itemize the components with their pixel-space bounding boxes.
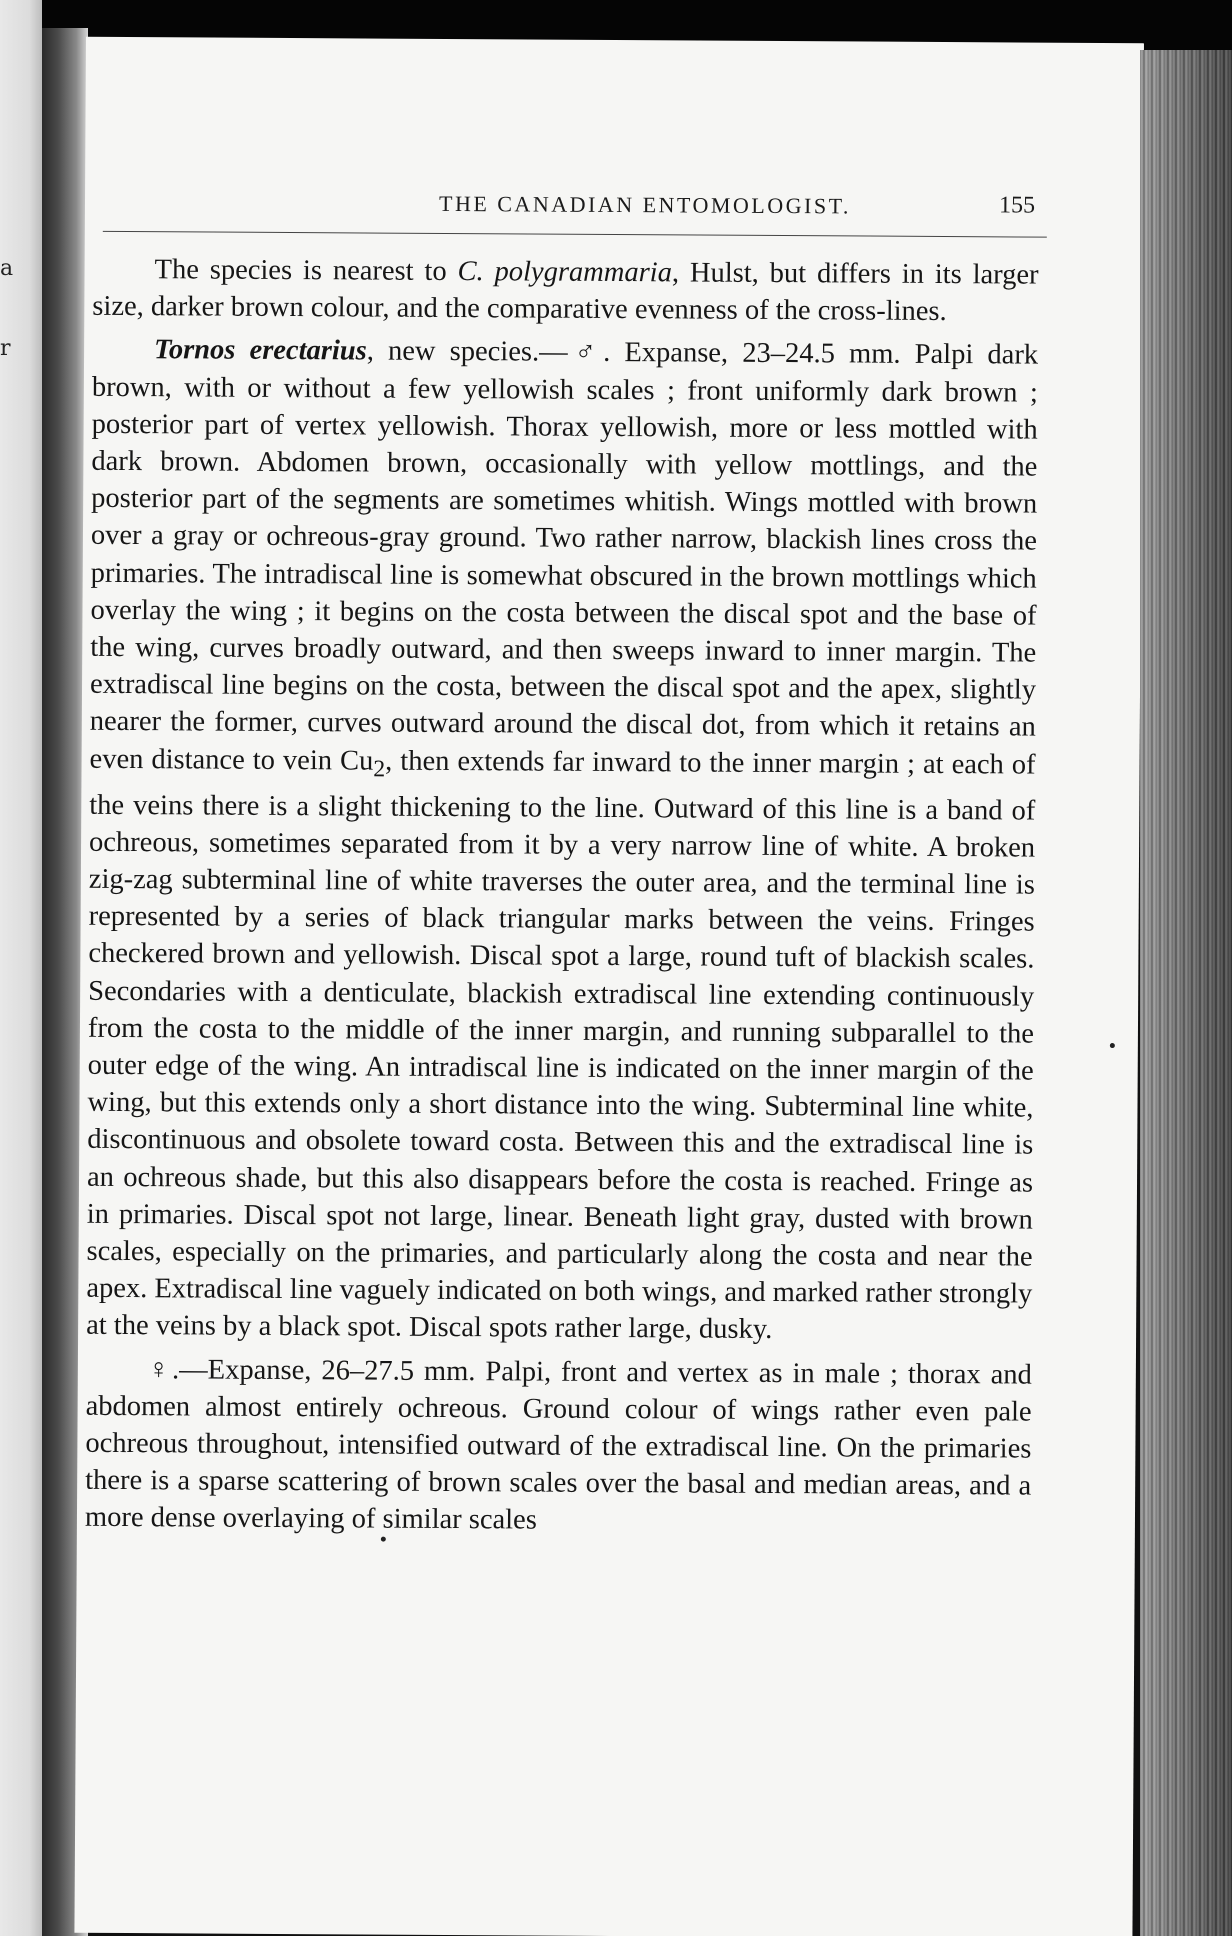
paragraph-text: .—Expanse, 26–27.5 mm. Palpi, front and vertex as in male ; thorax and abdomen almost entirely ochreous. Ground colour of wings rather even pale ochreous throughout, intensified outward of the extradiscal line. On the primaries there is a sparse scattering of brown scales over the basal and median areas, and a more dense overlaying of similar scales — [84, 1353, 1032, 1536]
page-number: 155 — [998, 192, 1036, 219]
print-speck — [381, 1537, 386, 1542]
header-rule — [103, 231, 1047, 238]
facing-page-fragment: r — [0, 336, 11, 361]
paragraph-text: , Hulst, but differs in its larger size, darker brown colour, and the comparative evenness of the cross-lines. — [92, 257, 1039, 328]
paragraph-male-description — [86, 331, 1038, 1350]
page-sheet — [74, 37, 1144, 1936]
species-name-heading: Tornos erectarius — [154, 334, 367, 367]
article-body — [85, 251, 1039, 1544]
paragraph-text: . Expanse, 23–24.5 mm. Palpi dark brown, with or without a few yellowish scales ; front uniformly dark brown ; posterior part of vertex yellowish. Thorax yellowish, more or less mottled with dark brown. Abdomen brown, occasionally with yellow mottlings, and the posterior part of the segments are sometimes whitish. Wings mottled with brown over a gray or ochreous-gray ground. Two rather narrow, blackish lines cross the primaries. The intradiscal line is somewhat obscured in the brown mottlings which overlay the wing ; it begins on the costa between the discal spot and the base of the wing, curves broadly outward, and then sweeps inward to inner margin. The extradiscal line begins on the costa, between the discal spot and the apex, slightly nearer the former, curves outward around the discal dot, from which it retains an even distance to vein Cu — [89, 337, 1039, 777]
paragraph-female-description — [85, 1350, 1032, 1542]
species-name-reference: C. polygrammaria — [457, 256, 672, 289]
paragraph-text: The species is nearest to — [154, 254, 458, 288]
paragraph-text: , new species.— — [366, 335, 568, 369]
female-symbol: ♀ — [147, 1353, 173, 1385]
print-speck — [1110, 1043, 1115, 1048]
paragraph-comparison — [92, 251, 1038, 331]
facing-page-edge — [0, 0, 42, 1936]
paragraph-text: , then extends far inward to the inner margin ; at each of the veins there is a slight thickening to the line. Outward of this line is a band of ochreous, sometimes separated from it by a very narrow line of white. A broken zig-zag subterminal line of white traverses the outer area, and the terminal line is represented by a series of black triangular marks between the veins. Fringes checkered brown and yellowish. Discal spot a large, round tuft of blackish scales. Secondaries with a denticulate, blackish extradiscal line extending continuously from the costa to the middle of the inner margin, and running subparallel to the outer edge of the wing. An intradiscal line is indicated on the inner margin of the wing, but this extends only a short distance into the wing. Subterminal line white, discontinuous and obsolete toward costa. Between this and the extradiscal line is an ochreous shade, but this also disappears before the costa is reached. Fringe as in primaries. Discal spot not large, linear. Beneath light gray, dusted with brown scales, especially on the primaries, and particularly along the costa and near the apex. Extradiscal line vaguely indicated on both wings, and marked rather strongly at the veins by a black spot. Discal spots rather large, dusky. — [86, 745, 1036, 1346]
male-symbol: ♂ — [567, 337, 604, 369]
page-edges-stack — [1140, 50, 1232, 1936]
vein-subscript: 2 — [373, 755, 386, 782]
facing-page-fragment: a — [0, 256, 14, 281]
running-head: THE CANADIAN ENTOMOLOGIST. — [438, 190, 852, 219]
